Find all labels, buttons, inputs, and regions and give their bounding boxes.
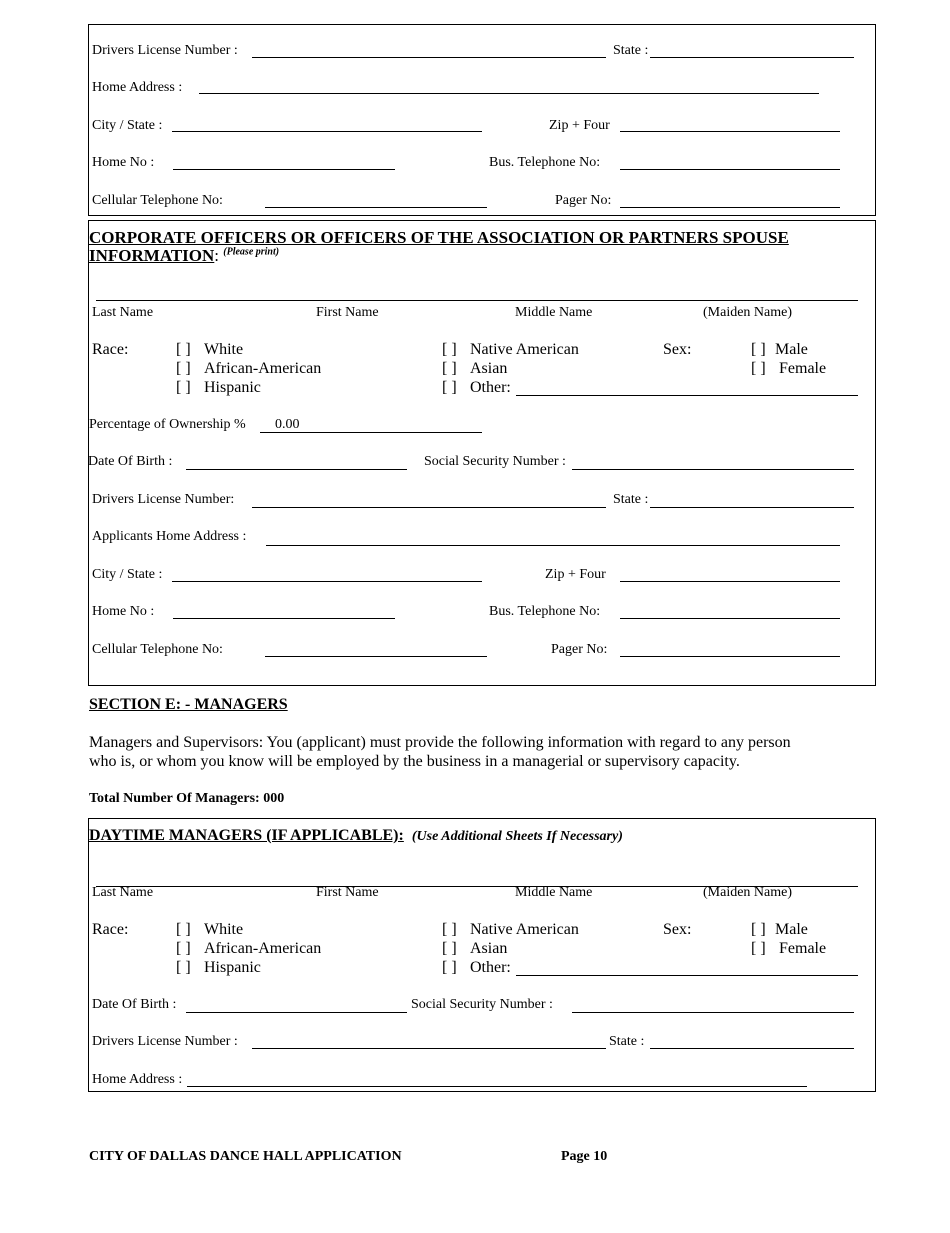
daytime-checkbox-white[interactable]: [ ] [176, 921, 191, 938]
daytime-race-label: Race: [92, 921, 129, 938]
city-state-label: City / State : [92, 118, 163, 133]
daytime-ssn-label: Social Security Number : [411, 997, 553, 1012]
checkbox-male[interactable]: [ ] [751, 341, 766, 358]
asian-label: Asian [470, 360, 508, 377]
race-white-option[interactable] [176, 341, 243, 359]
footer-page-number: Page 10 [561, 1149, 608, 1164]
race-native-american-option[interactable] [442, 341, 579, 359]
daytime-heading-row [89, 827, 623, 845]
daytime-african-american-label: African-American [204, 940, 322, 957]
daytime-home-address-label: Home Address : [92, 1072, 183, 1087]
applicants-address-label: Applicants Home Address : [92, 529, 247, 544]
female-label: Female [779, 360, 827, 377]
daytime-checkbox-asian[interactable]: [ ] [442, 940, 457, 957]
officer-bus-telephone-field[interactable] [620, 618, 840, 619]
daytime-white-label: White [204, 921, 244, 938]
checkbox-asian[interactable]: [ ] [442, 360, 457, 377]
male-label: Male [775, 341, 808, 358]
zip-four-field[interactable] [620, 131, 840, 132]
sex-female-option[interactable] [751, 360, 826, 378]
daytime-checkbox-native-american[interactable]: [ ] [442, 921, 457, 938]
pager-field[interactable] [620, 207, 840, 208]
daytime-note: (Use Additional Sheets If Necessary) [411, 829, 623, 844]
middle-name-label: Middle Name [515, 305, 593, 320]
daytime-race-hispanic-option[interactable] [176, 959, 261, 977]
drivers-license-label: Drivers License Number : [92, 43, 238, 58]
other-label: Other: [470, 379, 511, 396]
daytime-checkbox-female[interactable]: [ ] [751, 940, 766, 957]
officer-home-no-field[interactable] [173, 618, 395, 619]
checkbox-native-american[interactable]: [ ] [442, 341, 457, 358]
officer-pager-field[interactable] [620, 656, 840, 657]
dob-label: Date Of Birth : [88, 454, 173, 469]
daytime-sex-female-option[interactable] [751, 940, 826, 958]
daytime-sex-male-option[interactable] [751, 921, 808, 939]
checkbox-hispanic[interactable]: [ ] [176, 379, 191, 396]
officer-pager-label: Pager No: [551, 642, 608, 657]
daytime-race-native-american-option[interactable] [442, 921, 579, 939]
officer-cellular-field[interactable] [265, 656, 487, 657]
section-e-paragraph-line1: Managers and Supervisors: You (applicant) must provide the following information with regard to any person [89, 734, 791, 751]
race-asian-option[interactable] [442, 360, 507, 378]
hispanic-label: Hispanic [204, 379, 261, 396]
sex-label: Sex: [663, 341, 692, 358]
daytime-heading: DAYTIME MANAGERS (IF APPLICABLE): [89, 827, 404, 844]
officer-drivers-license-label: Drivers License Number: [92, 492, 235, 507]
race-label: Race: [92, 341, 129, 358]
officers-heading-info: INFORMATION [89, 246, 215, 265]
officer-home-no-label: Home No : [92, 604, 155, 619]
daytime-maiden-name-label: (Maiden Name) [703, 885, 793, 900]
race-african-american-option[interactable] [176, 360, 321, 378]
daytime-other-label: Other: [470, 959, 511, 976]
officer-state-label: State : [613, 492, 649, 507]
maiden-name-label: (Maiden Name) [703, 305, 793, 320]
checkbox-white[interactable]: [ ] [176, 341, 191, 358]
cellular-label: Cellular Telephone No: [92, 193, 223, 208]
race-other-option[interactable] [442, 379, 511, 397]
checkbox-female[interactable]: [ ] [751, 360, 766, 377]
daytime-asian-label: Asian [470, 940, 508, 957]
daytime-ssn-field[interactable] [572, 1012, 854, 1013]
ssn-field[interactable] [572, 469, 854, 470]
home-no-field[interactable] [173, 169, 395, 170]
total-managers: Total Number Of Managers: 000 [89, 791, 285, 806]
checkbox-other[interactable]: [ ] [442, 379, 457, 396]
officer-zip-four-field[interactable] [620, 581, 840, 582]
home-address-field[interactable] [199, 93, 819, 94]
ownership-label: Percentage of Ownership % [89, 417, 246, 432]
white-label: White [204, 341, 244, 358]
daytime-state-label: State : [609, 1034, 645, 1049]
sex-male-option[interactable] [751, 341, 808, 359]
city-state-field[interactable] [172, 131, 482, 132]
daytime-drivers-license-label: Drivers License Number : [92, 1034, 238, 1049]
african-american-label: African-American [204, 360, 322, 377]
officers-heading: CORPORATE OFFICERS OR OFFICERS OF THE ASSOCIATION OR PARTNERS SPOUSE [89, 228, 789, 247]
pager-label: Pager No: [555, 193, 612, 208]
home-no-label: Home No : [92, 155, 155, 170]
cellular-field[interactable] [265, 207, 487, 208]
last-name-label: Last Name [92, 305, 154, 320]
section-e-paragraph-line2: who is, or whom you know will be employed by the business in a managerial or supervisory capacity. [89, 753, 740, 770]
checkbox-african-american[interactable]: [ ] [176, 360, 191, 377]
officer-bus-telephone-label: Bus. Telephone No: [489, 604, 601, 619]
applicants-address-field[interactable] [266, 545, 840, 546]
race-hispanic-option[interactable] [176, 379, 261, 397]
daytime-race-other-option[interactable] [442, 959, 511, 977]
daytime-race-asian-option[interactable] [442, 940, 507, 958]
daytime-drivers-license-field[interactable] [252, 1048, 606, 1049]
daytime-checkbox-hispanic[interactable]: [ ] [176, 959, 191, 976]
please-print-note: (Please print) [223, 246, 280, 258]
daytime-female-label: Female [779, 940, 827, 957]
section-e-title: SECTION E: - MANAGERS [89, 696, 288, 713]
state-field[interactable] [650, 57, 854, 58]
officer-drivers-license-field[interactable] [252, 507, 606, 508]
officer-zip-four-label: Zip + Four [545, 567, 606, 582]
officers-name-line[interactable] [96, 300, 858, 301]
dob-field[interactable] [186, 469, 407, 470]
ssn-label: Social Security Number : [424, 454, 566, 469]
drivers-license-field[interactable] [252, 57, 606, 58]
officers-heading-line2 [89, 246, 279, 266]
footer-title: CITY OF DALLAS DANCE HALL APPLICATION [89, 1149, 402, 1164]
home-address-label: Home Address : [92, 80, 183, 95]
daytime-checkbox-other[interactable]: [ ] [442, 959, 457, 976]
officer-state-field[interactable] [650, 507, 854, 508]
bus-telephone-field[interactable] [620, 169, 840, 170]
officers-info-box [88, 220, 876, 686]
daytime-sex-label: Sex: [663, 921, 692, 938]
officer-city-state-field[interactable] [172, 581, 482, 582]
other-race-field[interactable] [516, 395, 858, 396]
daytime-race-white-option[interactable] [176, 921, 243, 939]
ownership-field[interactable] [260, 432, 482, 433]
officer-cellular-label: Cellular Telephone No: [92, 642, 223, 657]
daytime-state-field[interactable] [650, 1048, 854, 1049]
daytime-male-label: Male [775, 921, 808, 938]
state-label: State : [613, 43, 649, 58]
zip-four-label: Zip + Four [549, 118, 610, 133]
daytime-home-address-field[interactable] [187, 1086, 807, 1087]
daytime-middle-name-label: Middle Name [515, 885, 593, 900]
daytime-race-african-american-option[interactable] [176, 940, 321, 958]
daytime-dob-label: Date Of Birth : [92, 997, 177, 1012]
bus-telephone-label: Bus. Telephone No: [489, 155, 601, 170]
first-name-label: First Name [316, 305, 379, 320]
daytime-last-name-label: Last Name [92, 885, 154, 900]
officers-heading-colon: : [214, 246, 220, 265]
daytime-first-name-label: First Name [316, 885, 379, 900]
daytime-dob-field[interactable] [186, 1012, 407, 1013]
daytime-checkbox-male[interactable]: [ ] [751, 921, 766, 938]
daytime-hispanic-label: Hispanic [204, 959, 261, 976]
daytime-native-american-label: Native American [470, 921, 579, 938]
native-american-label: Native American [470, 341, 579, 358]
ownership-value[interactable]: 0.00 [275, 417, 300, 432]
officer-city-state-label: City / State : [92, 567, 163, 582]
daytime-other-race-field[interactable] [516, 975, 858, 976]
daytime-checkbox-african-american[interactable]: [ ] [176, 940, 191, 957]
